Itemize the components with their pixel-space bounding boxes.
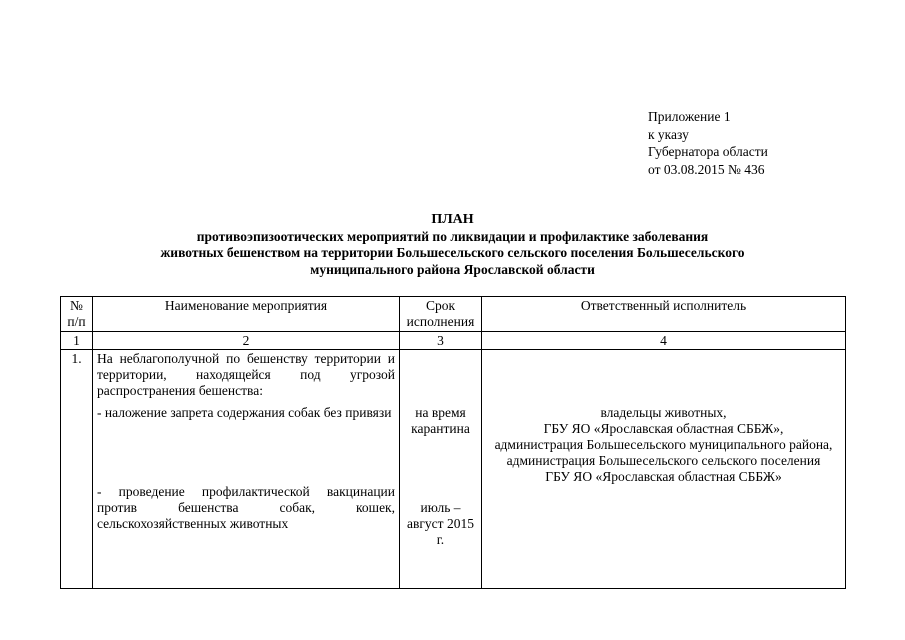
column-number-row xyxy=(61,332,846,350)
annex-line-4: от 03.08.2015 № 436 xyxy=(648,161,765,177)
header-responsible: Ответственный исполнитель xyxy=(482,297,846,332)
title-line-1: противоэпизоотических мероприятий по ликвидации и профилактике заболевания xyxy=(196,228,709,244)
header-name: Наименование мероприятия xyxy=(93,297,400,332)
row-number: 1. xyxy=(61,350,93,589)
annex-line-2: к указу xyxy=(648,126,689,142)
plan-table xyxy=(60,296,846,589)
title-heading: ПЛАН xyxy=(431,212,474,227)
title-line-3: муниципального района Ярославской области xyxy=(310,261,595,277)
item2-term: июль – август 2015 г. xyxy=(407,500,474,547)
header-num: № п/п xyxy=(61,297,93,332)
document-title xyxy=(60,212,845,278)
row-responsible-cell xyxy=(482,350,846,589)
col-number-1: 1 xyxy=(61,332,93,350)
table-header-row xyxy=(61,297,846,332)
item1-resp-1: владельцы животных, xyxy=(600,405,727,420)
item1-resp-4: администрация Большесельского сельского поселения xyxy=(506,453,821,468)
item1-term: на время карантина xyxy=(411,405,470,436)
title-line-2: животных бешенством на территории Большесельского сельского поселения Большесельского xyxy=(160,245,745,260)
item2-resp: ГБУ ЯО «Ярославская областная СББЖ» xyxy=(545,469,782,484)
annex-block xyxy=(648,108,768,178)
row-term-cell xyxy=(400,350,482,589)
annex-line-1: Приложение 1 xyxy=(648,109,731,124)
item1-name: - наложение запрета содержания собак без привязи xyxy=(97,405,392,420)
col-number-4: 4 xyxy=(482,332,846,350)
annex-line-3: Губернатора области xyxy=(648,144,768,159)
table-row xyxy=(61,350,846,589)
item2-name: - проведение профилактической вакцинации против бешенства собак, кошек, сельскохозяйственных животных xyxy=(97,484,395,531)
col-number-2: 2 xyxy=(93,332,400,350)
col-number-3: 3 xyxy=(400,332,482,350)
row-name-cell xyxy=(93,350,400,589)
item1-resp-3: администрация Большесельского муниципального района, xyxy=(494,437,833,452)
row-intro-text: На неблагополучной по бешенству территории и территории, находящейся под угрозой распространения бешенства: xyxy=(97,351,395,398)
item1-resp-2: ГБУ ЯО «Ярославская областная СББЖ», xyxy=(543,421,784,436)
header-term: Срок исполнения xyxy=(400,297,482,332)
